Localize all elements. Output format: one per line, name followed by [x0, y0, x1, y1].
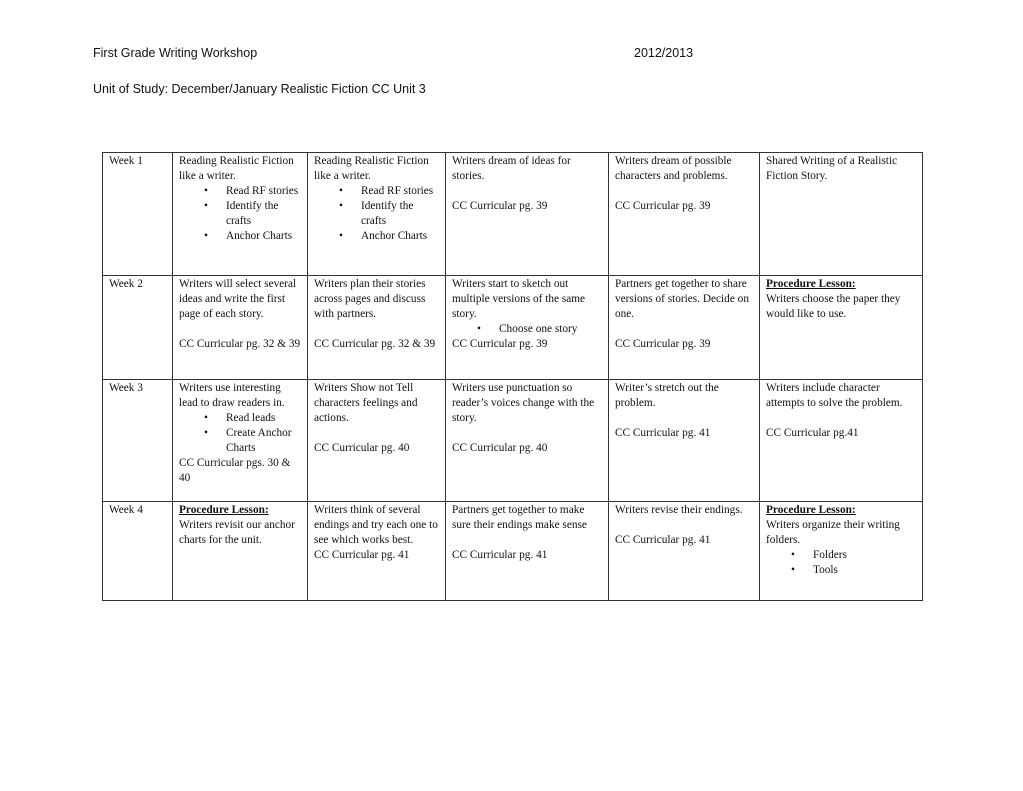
lesson-text: Writers revise their endings. [615, 504, 743, 516]
curriculum-reference: CC Curricular pg.41 [766, 427, 859, 439]
curriculum-reference: CC Curricular pg. 32 & 39 [314, 338, 436, 350]
lesson-text: Writer’s stretch out the problem. [615, 382, 719, 409]
lesson-bullets [179, 184, 302, 244]
lesson-cell [308, 502, 446, 601]
bullet-item: • Identify the crafts [361, 199, 440, 229]
lesson-cell [446, 380, 609, 502]
lesson-cell [173, 153, 308, 276]
unit-of-study: Unit of Study: December/January Realistic Fiction CC Unit 3 [93, 82, 426, 96]
lesson-text: Writers include character attempts to solve the problem. [766, 382, 903, 409]
lesson-cell [609, 502, 760, 601]
week-label: Week 3 [103, 380, 173, 502]
lesson-text: Shared Writing of a Realistic Fiction Story. [766, 155, 898, 182]
lesson-cell [173, 502, 308, 601]
lesson-bullets [452, 322, 603, 337]
lesson-text: Writers use punctuation so reader’s voices change with the story. [452, 382, 595, 424]
week-row [103, 502, 923, 601]
curriculum-reference: CC Curricular pg. 41 [615, 534, 711, 546]
curriculum-reference: CC Curricular pg. 39 [452, 338, 548, 350]
lesson-cell [173, 276, 308, 380]
procedure-lesson-heading: Procedure Lesson: [766, 504, 856, 516]
bullet-item: • Choose one story [499, 322, 603, 337]
curriculum-reference: CC Curricular pg. 39 [615, 338, 711, 350]
curriculum-reference: CC Curricular pg. 40 [452, 442, 548, 454]
curriculum-reference: CC Curricular pg. 41 [314, 549, 410, 561]
week-label: Week 4 [103, 502, 173, 601]
lesson-cell [173, 380, 308, 502]
lesson-text: Writers plan their stories across pages and discuss with partners. [314, 278, 426, 320]
bullet-item: • Identify the crafts [226, 199, 302, 229]
procedure-lesson-heading: Procedure Lesson: [766, 278, 856, 290]
lesson-bullets [314, 184, 440, 244]
lesson-text: Writers organize their writing folders. [766, 519, 900, 546]
lesson-cell [446, 153, 609, 276]
lesson-text: Partners get together to share versions of stories. Decide on one. [615, 278, 749, 320]
curriculum-reference: CC Curricular pgs. 30 & 40 [179, 457, 291, 484]
lesson-text: Reading Realistic Fiction like a writer. [179, 155, 294, 182]
unit-plan-table [102, 152, 923, 601]
lesson-bullets [179, 411, 302, 456]
bullet-item: • Tools [813, 563, 917, 578]
curriculum-reference: CC Curricular pg. 41 [452, 549, 548, 561]
bullet-item: • Read RF stories [361, 184, 440, 199]
lesson-cell [308, 276, 446, 380]
lesson-text: Writers think of several endings and try each one to see which works best. [314, 504, 438, 546]
bullet-item: • Folders [813, 548, 917, 563]
lesson-text: Writers choose the paper they would like to use. [766, 293, 901, 320]
week-row [103, 380, 923, 502]
curriculum-reference: CC Curricular pg. 39 [615, 200, 711, 212]
curriculum-reference: CC Curricular pg. 40 [314, 442, 410, 454]
document-title: First Grade Writing Workshop [93, 46, 258, 60]
lesson-text: Partners get together to make sure their endings make sense [452, 504, 587, 531]
lesson-text: Writers use interesting lead to draw readers in. [179, 382, 285, 409]
curriculum-reference: CC Curricular pg. 32 & 39 [179, 338, 301, 350]
week-row [103, 153, 923, 276]
bullet-item: • Create Anchor Charts [226, 426, 302, 456]
bullet-item: • Read leads [226, 411, 302, 426]
bullet-item: • Anchor Charts [361, 229, 440, 244]
week-label: Week 1 [103, 153, 173, 276]
week-row [103, 276, 923, 380]
lesson-text: Reading Realistic Fiction like a writer. [314, 155, 429, 182]
lesson-cell [308, 153, 446, 276]
lesson-cell [446, 276, 609, 380]
week-label: Week 2 [103, 276, 173, 380]
school-year: 2012/2013 [634, 46, 694, 60]
lesson-text: Writers dream of ideas for stories. [452, 155, 571, 182]
lesson-cell [609, 380, 760, 502]
lesson-cell [609, 153, 760, 276]
lesson-text: Writers start to sketch out multiple versions of the same story. [452, 278, 586, 320]
lesson-cell [760, 502, 923, 601]
lesson-cell [760, 153, 923, 276]
lesson-cell [446, 502, 609, 601]
lesson-text: Writers revisit our anchor charts for the unit. [179, 519, 295, 546]
lesson-text: Writers dream of possible characters and problems. [615, 155, 732, 182]
curriculum-reference: CC Curricular pg. 41 [615, 427, 711, 439]
lesson-cell [308, 380, 446, 502]
lesson-cell [760, 276, 923, 380]
lesson-bullets [766, 548, 917, 578]
bullet-item: • Read RF stories [226, 184, 302, 199]
procedure-lesson-heading: Procedure Lesson: [179, 504, 269, 516]
curriculum-reference: CC Curricular pg. 39 [452, 200, 548, 212]
lesson-cell [760, 380, 923, 502]
lesson-text: Writers Show not Tell characters feelings and actions. [314, 382, 418, 424]
lesson-cell [609, 276, 760, 380]
lesson-text: Writers will select several ideas and write the first page of each story. [179, 278, 297, 320]
bullet-item: • Anchor Charts [226, 229, 302, 244]
